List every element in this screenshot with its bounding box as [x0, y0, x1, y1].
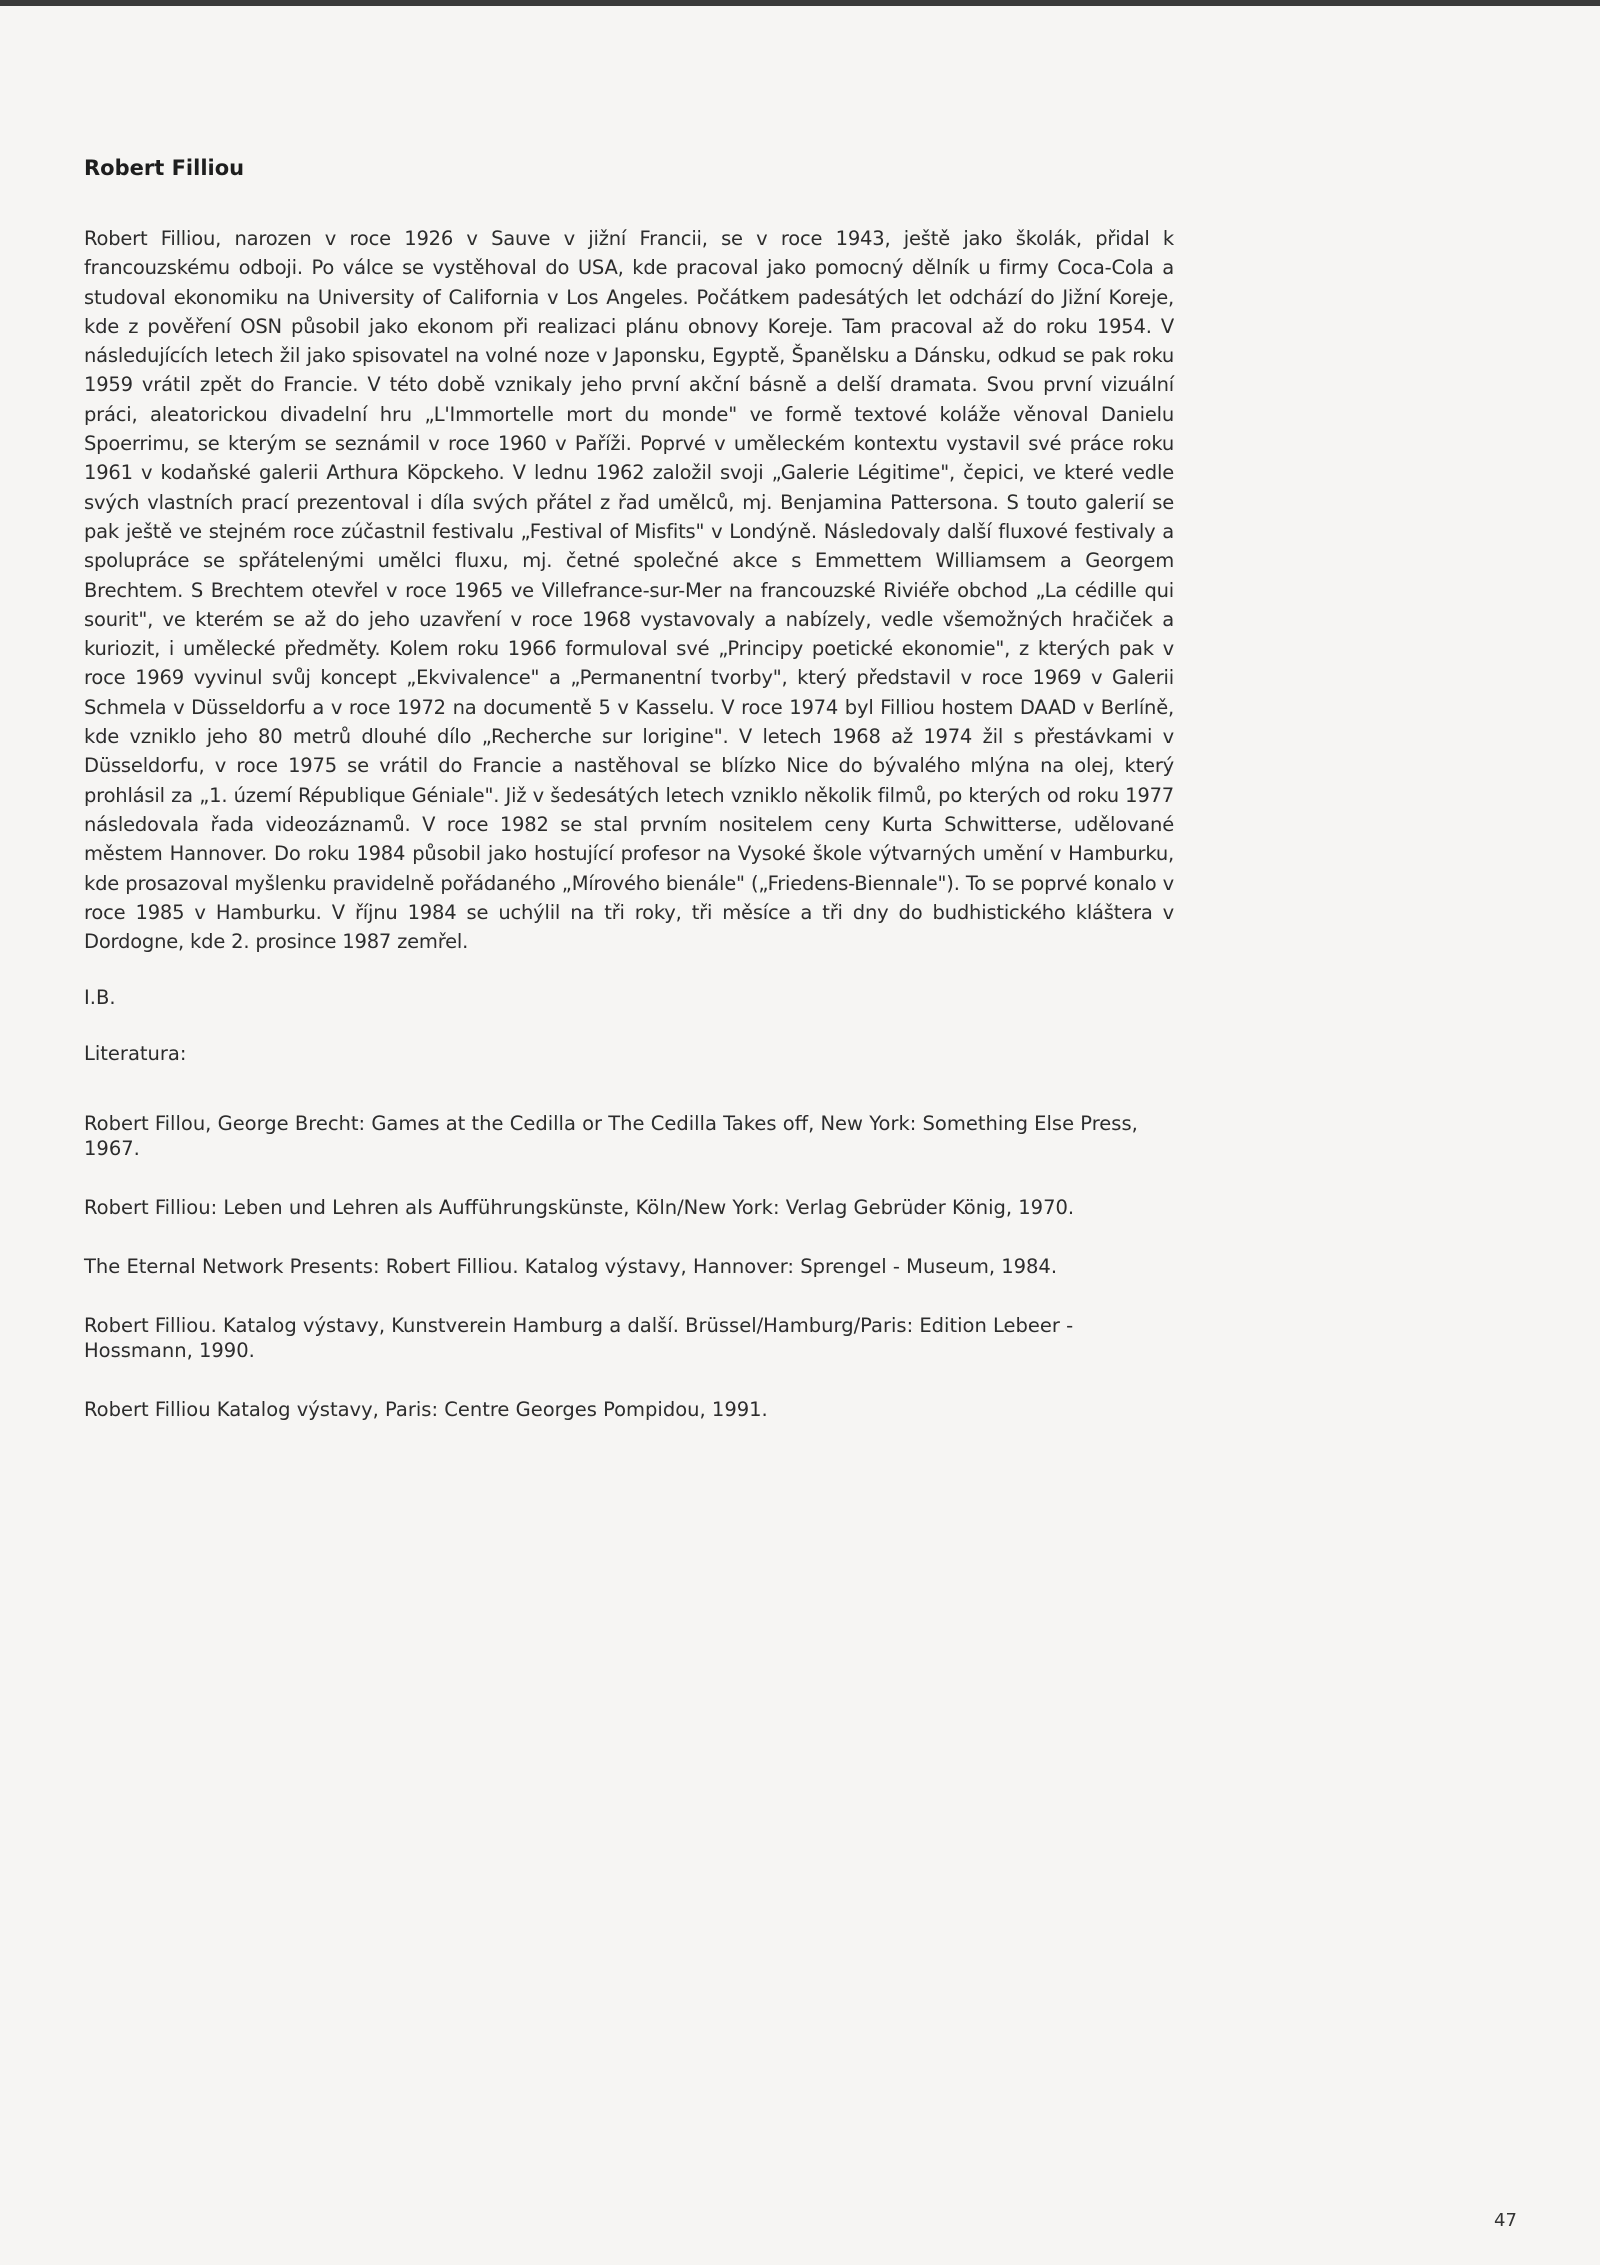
article-title: Robert Filliou: [84, 156, 245, 180]
reference-item: Robert Filliou. Katalog výstavy, Kunstverein Hamburg a další. Brüssel/Hamburg/Paris: Edition Lebeer - Hossmann, 1990.: [84, 1314, 1074, 1363]
literature-heading: Literatura:: [84, 1042, 187, 1066]
reference-item: The Eternal Network Presents: Robert Filliou. Katalog výstavy, Hannover: Sprengel - Museum, 1984.: [84, 1255, 1058, 1279]
reference-item: Robert Filliou Katalog výstavy, Paris: Centre Georges Pompidou, 1991.: [84, 1398, 768, 1422]
page-number: 47: [1494, 2210, 1517, 2231]
reference-item: Robert Filliou: Leben und Lehren als Aufführungskünste, Köln/New York: Verlag Gebrüder König, 1970.: [84, 1196, 1075, 1220]
author-initials: I.B.: [84, 986, 116, 1010]
article-body: Robert Filliou, narozen v roce 1926 v Sauve v jižní Francii, se v roce 1943, ještě jako školák, přidal k francouzskému odboji. Po válce se vystěhoval do USA, kde pracoval jako pomocný dělník u firmy Coca-Cola a studoval ekonomiku na University of California v Los Angeles. Počátkem padesátých let odchází do Jižní Koreje, kde z pověření OSN působil jako ekonom při realizaci plánu obnovy Koreje. Tam pracoval až do roku 1954. V následujících letech žil jako spisovatel na volné noze v Japonsku, Egyptě, Španělsku a Dánsku, odkud se pak roku 1959 vrátil zpět do Francie. V této době vznikaly jeho první akční básně a delší dramata. Svou první vizuální práci, aleatorickou divadelní hru „L'Immortelle mort du monde" ve formě textové koláže věnoval Danielu Spoerrimu, se kterým se seznámil v roce 1960 v Paříži. Poprvé v uměleckém kontextu vystavil své práce roku 1961 v kodaňské galerii Arthura Köpckeho. V lednu 1962 založil svoji „Galerie Légitime", čepici, ve které vedle svých vlastních prací prezentoval i díla svých přátel z řad umělců, mj. Benjamina Pattersona. S touto galerií se pak ještě ve stejném roce zúčastnil festivalu „Festival of Misfits" v Londýně. Následovaly další fluxové festivaly a spolupráce se spřátelenými umělci fluxu, mj. četné společné akce s Emmettem Williamsem a Georgem Brechtem. S Brechtem otevřel v roce 1965 ve Villefrance-sur-Mer na francouzské Riviéře obchod „La cédille qui sourit", ve kterém se až do jeho uzavření v roce 1968 vystavovaly a nabízely, vedle všemožných hračiček a kuriozit, i umělecké předměty. Kolem roku 1966 formuloval své „Principy poetické ekonomie", z kterých pak v roce 1969 vyvinul svůj koncept „Ekvivalence" a „Permanentní tvorby", který představil v roce 1969 v Galerii Schmela v Düsseldorfu a v roce 1972 na documentě 5 v Kasselu. V roce 1974 byl Filliou hostem DAAD v Berlíně, kde vzniklo jeho 80 metrů dlouhé dílo „Recherche sur lorigine". V letech 1968 až 1974 žil s přestávkami v Düsseldorfu, v roce 1975 se vrátil do Francie a nastěhoval se blízko Nice do bývalého mlýna na olej, který prohlásil za „1. území République Géniale". Již v šedesátých letech vzniklo několik filmů, po kterých od roku 1977 následovala řada videozáznamů. V roce 1982 se stal prvním nositelem ceny Kurta Schwitterse, udělované městem Hannover. Do roku 1984 působil jako hostující profesor na Vysoké škole výtvarných umění v Hamburku, kde prosazoval myšlenku pravidelně pořádaného „Mírového bienále" („Friedens-Biennale"). To se poprvé konalo v roce 1985 v Hamburku. V říjnu 1984 se uchýlil na tři roky, tři měsíce a tři dny do budhistického kláštera v Dordogne, kde 2. prosince 1987 zemřel.: [84, 227, 1174, 954]
reference-list: [84, 1111, 1174, 1422]
reference-item: Robert Fillou, George Brecht: Games at the Cedilla or The Cedilla Takes off, New York: Something Else Press, 1967.: [84, 1112, 1138, 1161]
scan-top-edge: [0, 0, 1600, 6]
page-content: [84, 156, 1174, 1456]
